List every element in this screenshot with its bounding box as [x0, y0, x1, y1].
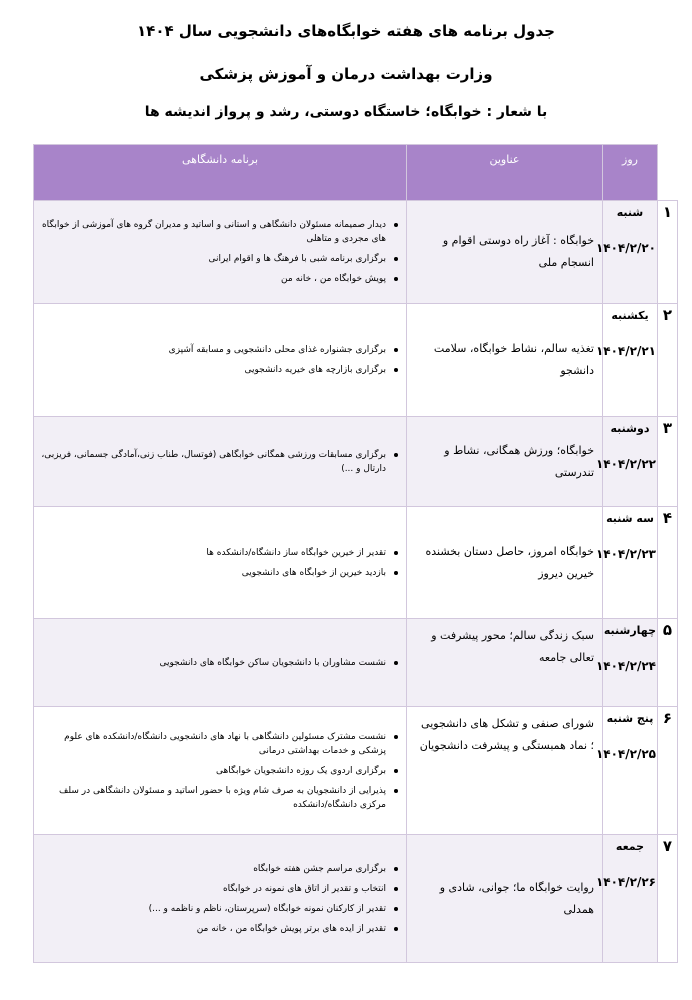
program-item: برگزاری جشنواره غذای محلی دانشجویی و مسابقه آشپزی [38, 343, 386, 357]
program-item: تقدیر از کارکنان نمونه خوابگاه (سرپرستان، ناظم و ناظمه و ...) [38, 902, 386, 916]
day-cell [595, 507, 658, 619]
program-item: برگزاری برنامه شبی با فرهنگ ها و اقوام ایرانی [38, 252, 386, 266]
program-list [38, 218, 400, 286]
program-cell [34, 835, 407, 963]
title-cell: سبک زندگی سالم؛ محور پیشرفت و تعالی جامعه [407, 619, 603, 707]
row-number: ۱ [658, 201, 678, 304]
day-date: ۱۴۰۴/۲/۲۵ [595, 747, 656, 761]
program-item: نشست مشاوران با دانشجویان ساکن خوابگاه های دانشجویی [38, 656, 386, 670]
program-list [38, 546, 400, 580]
day-date: ۱۴۰۴/۲/۲۶ [595, 875, 656, 889]
day-cell [595, 417, 658, 507]
title-cell: خوابگاه : آغاز راه دوستی اقوام و انسجام ملی [407, 201, 603, 304]
program-cell [34, 507, 407, 619]
header-title: عناوین [407, 145, 603, 201]
day-cell [595, 707, 658, 835]
table-row [34, 619, 678, 707]
day-date: ۱۴۰۴/۲/۲۱ [595, 344, 656, 358]
title-cell: خوابگاه؛ ورزش همگانی، نشاط و تندرستی [407, 417, 603, 507]
day-name: یکشنبه [611, 309, 649, 322]
program-item: دیدار صمیمانه مسئولان دانشگاهی و استانی و اساتید و مدیران گروه های آموزشی از خوابگاه های مجردی و متاهلی [38, 218, 386, 246]
table-row [34, 707, 678, 835]
program-item: نشست مشترک مسئولین دانشگاهی با نهاد های دانشجویی دانشگاه/دانشکده های علوم پزشکی و خدمات بهداشتی درمانی [38, 730, 386, 758]
program-cell [34, 707, 407, 835]
day-name: پنج شنبه [606, 712, 654, 725]
header-num [658, 145, 678, 201]
table-row [34, 417, 678, 507]
day-date: ۱۴۰۴/۲/۲۲ [595, 457, 656, 471]
program-list [38, 656, 400, 670]
program-item: بازدید خیرین از خوابگاه های دانشجویی [38, 566, 386, 580]
day-cell [595, 304, 658, 417]
program-item: برگزاری مسابقات ورزشی همگانی خوابگاهی (فوتسال، طناب زنی،آمادگی جسمانی، فریزبی، دارتال و ...) [38, 448, 386, 476]
table-row [34, 835, 678, 963]
program-list [38, 343, 400, 377]
day-name: دوشنبه [610, 422, 650, 435]
day-cell [595, 201, 658, 304]
title-cell: روایت خوابگاه ما؛ جوانی، شادی و همدلی [407, 835, 603, 963]
day-date: ۱۴۰۴/۲/۲۴ [595, 659, 656, 673]
program-item: انتخاب و تقدیر از اتاق های نمونه در خوابگاه [38, 882, 386, 896]
row-number: ۷ [658, 835, 678, 963]
row-number: ۵ [658, 619, 678, 707]
day-cell [595, 835, 658, 963]
day-cell [595, 619, 658, 707]
document-title: جدول برنامه های هفته خوابگاه‌های دانشجویی سال ۱۴۰۴ [137, 22, 555, 40]
program-item: پذیرایی از دانشجویان به صرف شام ویژه با حضور اساتید و مسئولان دانشگاهی در سلف مرکزی دانشگاه/دانشکده [38, 784, 386, 812]
program-cell [34, 417, 407, 507]
title-cell: تغذیه سالم، نشاط خوابگاه، سلامت دانشجو [407, 304, 603, 417]
program-cell [34, 304, 407, 417]
day-name: شنبه [616, 206, 644, 219]
program-item: برگزاری بازارچه های خیریه دانشجویی [38, 363, 386, 377]
table-row [34, 201, 678, 304]
row-number: ۲ [658, 304, 678, 417]
program-item: تقدیر از ایده های برتر پویش خوابگاه من ، خانه من [38, 922, 386, 936]
program-item: برگزاری اردوی یک روزه دانشجویان خوابگاهی [38, 764, 386, 778]
day-name: سه شنبه [606, 512, 654, 525]
row-number: ۶ [658, 707, 678, 835]
table-row [34, 507, 678, 619]
schedule-table [33, 144, 678, 963]
program-item: پویش خوابگاه من ، خانه من [38, 272, 386, 286]
header-day: روز [603, 145, 658, 201]
program-list [38, 730, 400, 812]
header-program: برنامه دانشگاهی [34, 145, 407, 201]
row-number: ۴ [658, 507, 678, 619]
day-date: ۱۴۰۴/۲/۲۳ [595, 547, 656, 561]
title-cell: خوابگاه امروز، حاصل دستان بخشنده خیرین دیروز [407, 507, 603, 619]
title-cell: شورای صنفی و تشکل های دانشجویی ؛ نماد همبستگی و پیشرفت دانشجویان [407, 707, 603, 835]
table-header-row [34, 145, 678, 201]
program-item: تقدیر از خیرین خوابگاه ساز دانشگاه/دانشکده ها [38, 546, 386, 560]
day-date: ۱۴۰۴/۲/۲۰ [595, 241, 656, 255]
table-body [34, 201, 678, 963]
row-number: ۳ [658, 417, 678, 507]
program-list [38, 862, 400, 936]
day-name: چهارشنبه [603, 624, 656, 637]
table-row [34, 304, 678, 417]
program-cell [34, 201, 407, 304]
day-name: جمعه [615, 840, 645, 853]
ministry-name: وزارت بهداشت درمان و آموزش پزشکی [199, 65, 493, 83]
slogan: با شعار : خوابگاه؛ خاستگاه دوستی، رشد و پرواز اندیشه ها [144, 104, 548, 120]
program-item: برگزاری مراسم جشن هفته خوابگاه [38, 862, 386, 876]
program-list [38, 448, 400, 476]
program-cell [34, 619, 407, 707]
